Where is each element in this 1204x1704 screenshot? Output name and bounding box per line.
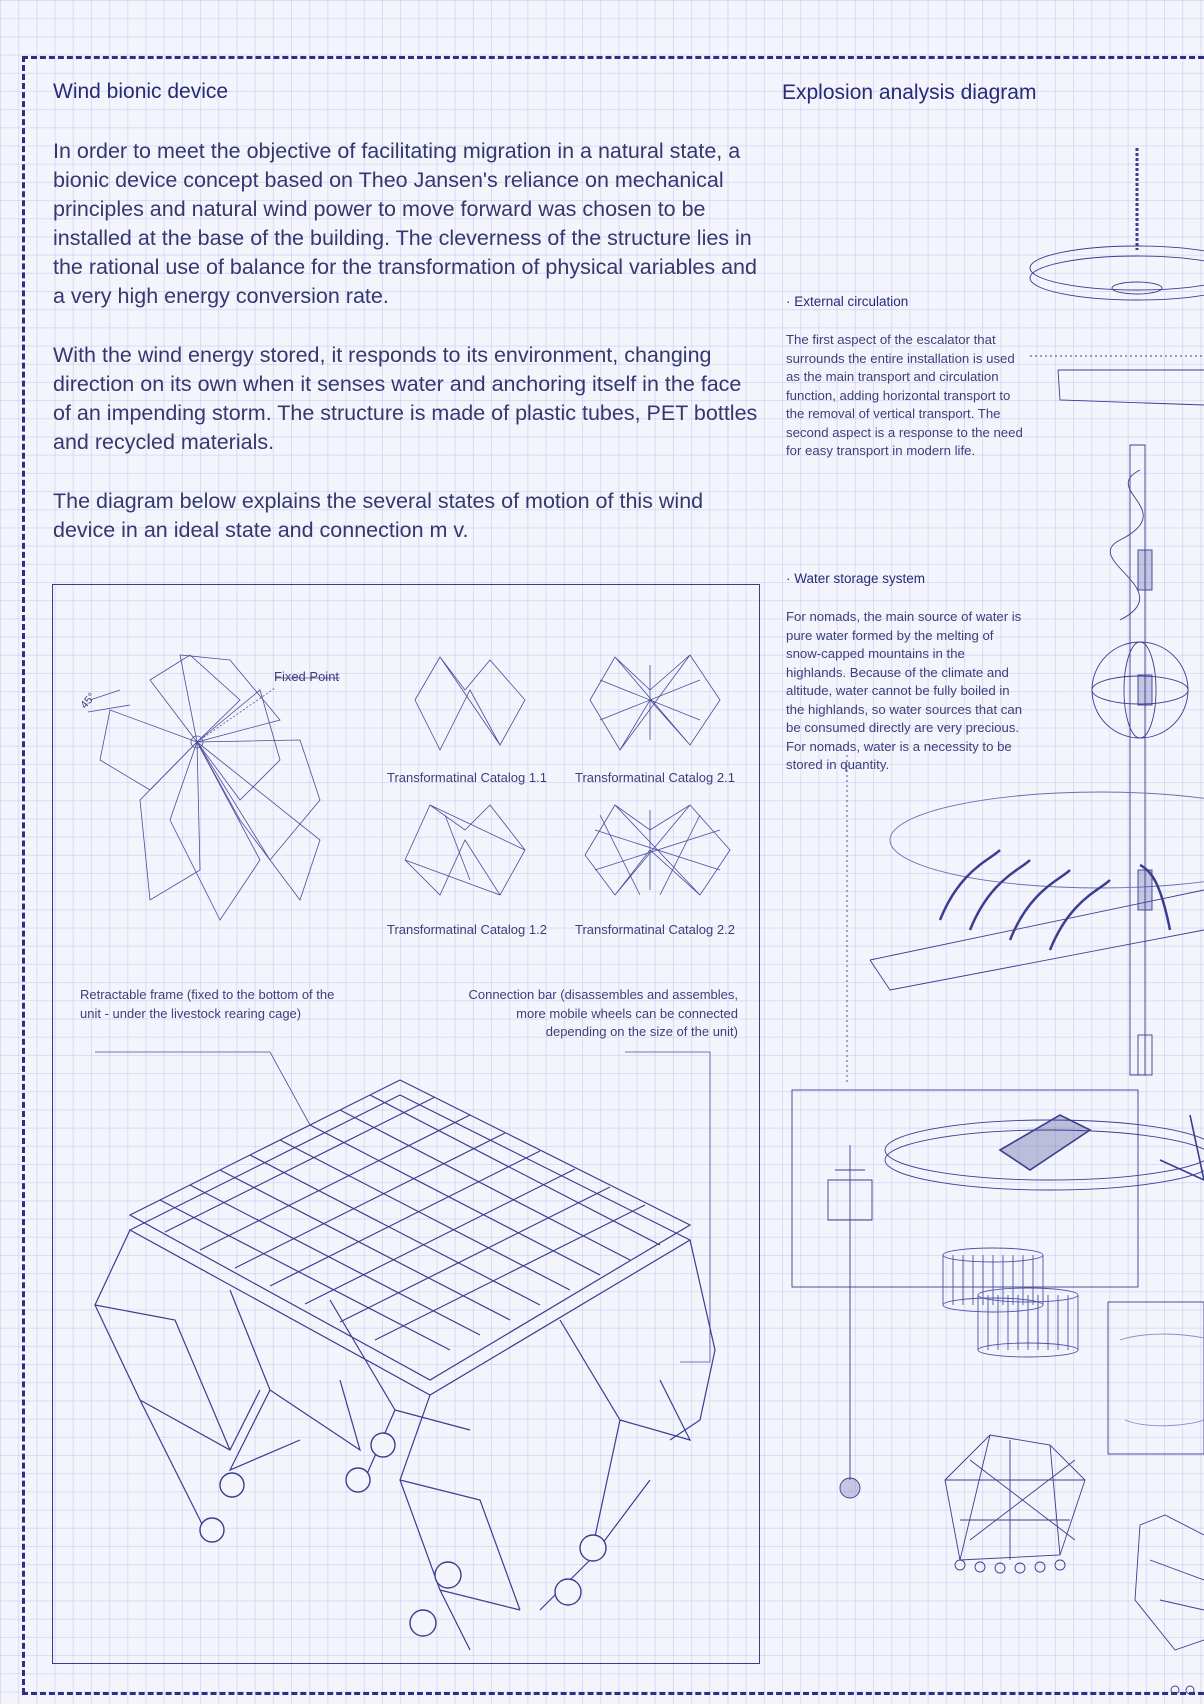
intro-paragraph-3: The diagram below explains the several states of motion of this wind device in an ideal state and connection m v. xyxy=(53,489,704,542)
walker-isometric-drawing xyxy=(95,1080,715,1650)
water-storage-text: For nomads, the main source of water is pure water formed by the melting of snow-capped mountains in the highlands. Because of the climate and altitude, water cannot be fully boiled in the highlands, so water sources that can be consumed directly are very precious. For nomads, water is a necessity to be stored in quantity. xyxy=(786,609,1023,772)
intro-paragraph-2: With the wind energy stored, it responds to its environment, changing direction on its own when it senses water and anchoring itself in the face of an impending storm. The structure is made of plastic tubes, PET bottles and recycled materials. xyxy=(53,343,758,454)
catalog-1-2-sketch xyxy=(405,805,525,895)
linkage-sketch xyxy=(88,655,320,920)
catalog-2-1-label: Transformatinal Catalog 2.1 xyxy=(575,770,735,785)
connection-bar-note: Connection bar (disassembles and assembles, more mobile wheels can be connected depending on the size of the unit) xyxy=(468,987,738,1039)
catalog-2-1-sketch xyxy=(590,655,720,750)
catalog-1-2-label: Transformatinal Catalog 1.2 xyxy=(387,922,547,937)
catalog-1-1-sketch xyxy=(415,657,525,750)
external-circulation-heading: · External circulation xyxy=(786,294,909,309)
left-panel-title: Wind bionic device xyxy=(53,80,229,103)
water-storage-heading: · Water storage system xyxy=(786,571,926,586)
angle-label: 45° xyxy=(78,690,99,712)
external-circulation-text: The first aspect of the escalator that surrounds the entire installation is used as the main transport and circulation function, adding horizontal transport to the removal of vertical transport. The second aspect is a response to the need for easy transport in modern life. xyxy=(786,332,1023,458)
catalog-2-2-label: Transformatinal Catalog 2.2 xyxy=(575,922,735,937)
catalog-2-2-sketch xyxy=(585,805,730,895)
right-panel-title: Explosion analysis diagram xyxy=(782,81,1037,104)
intro-paragraph-1: In order to meet the objective of facilitating migration in a natural state, a bionic device concept based on Theo Jansen's reliance on mechanical principles and natural wind power to move forward was chosen to be installed at the base of the building. The cleverness of the structure lies in the rational use of balance for the transformation of physical variables and a very high energy conversion rate. xyxy=(53,139,757,308)
retractable-frame-note: Retractable frame (fixed to the bottom of the unit - under the livestock rearing cage) xyxy=(80,987,335,1021)
fixed-point-label: Fixed Point xyxy=(274,669,340,684)
retractable-leader-line xyxy=(95,1052,310,1125)
catalog-1-1-label: Transformatinal Catalog 1.1 xyxy=(387,770,547,785)
connection-leader-line xyxy=(625,1052,710,1362)
